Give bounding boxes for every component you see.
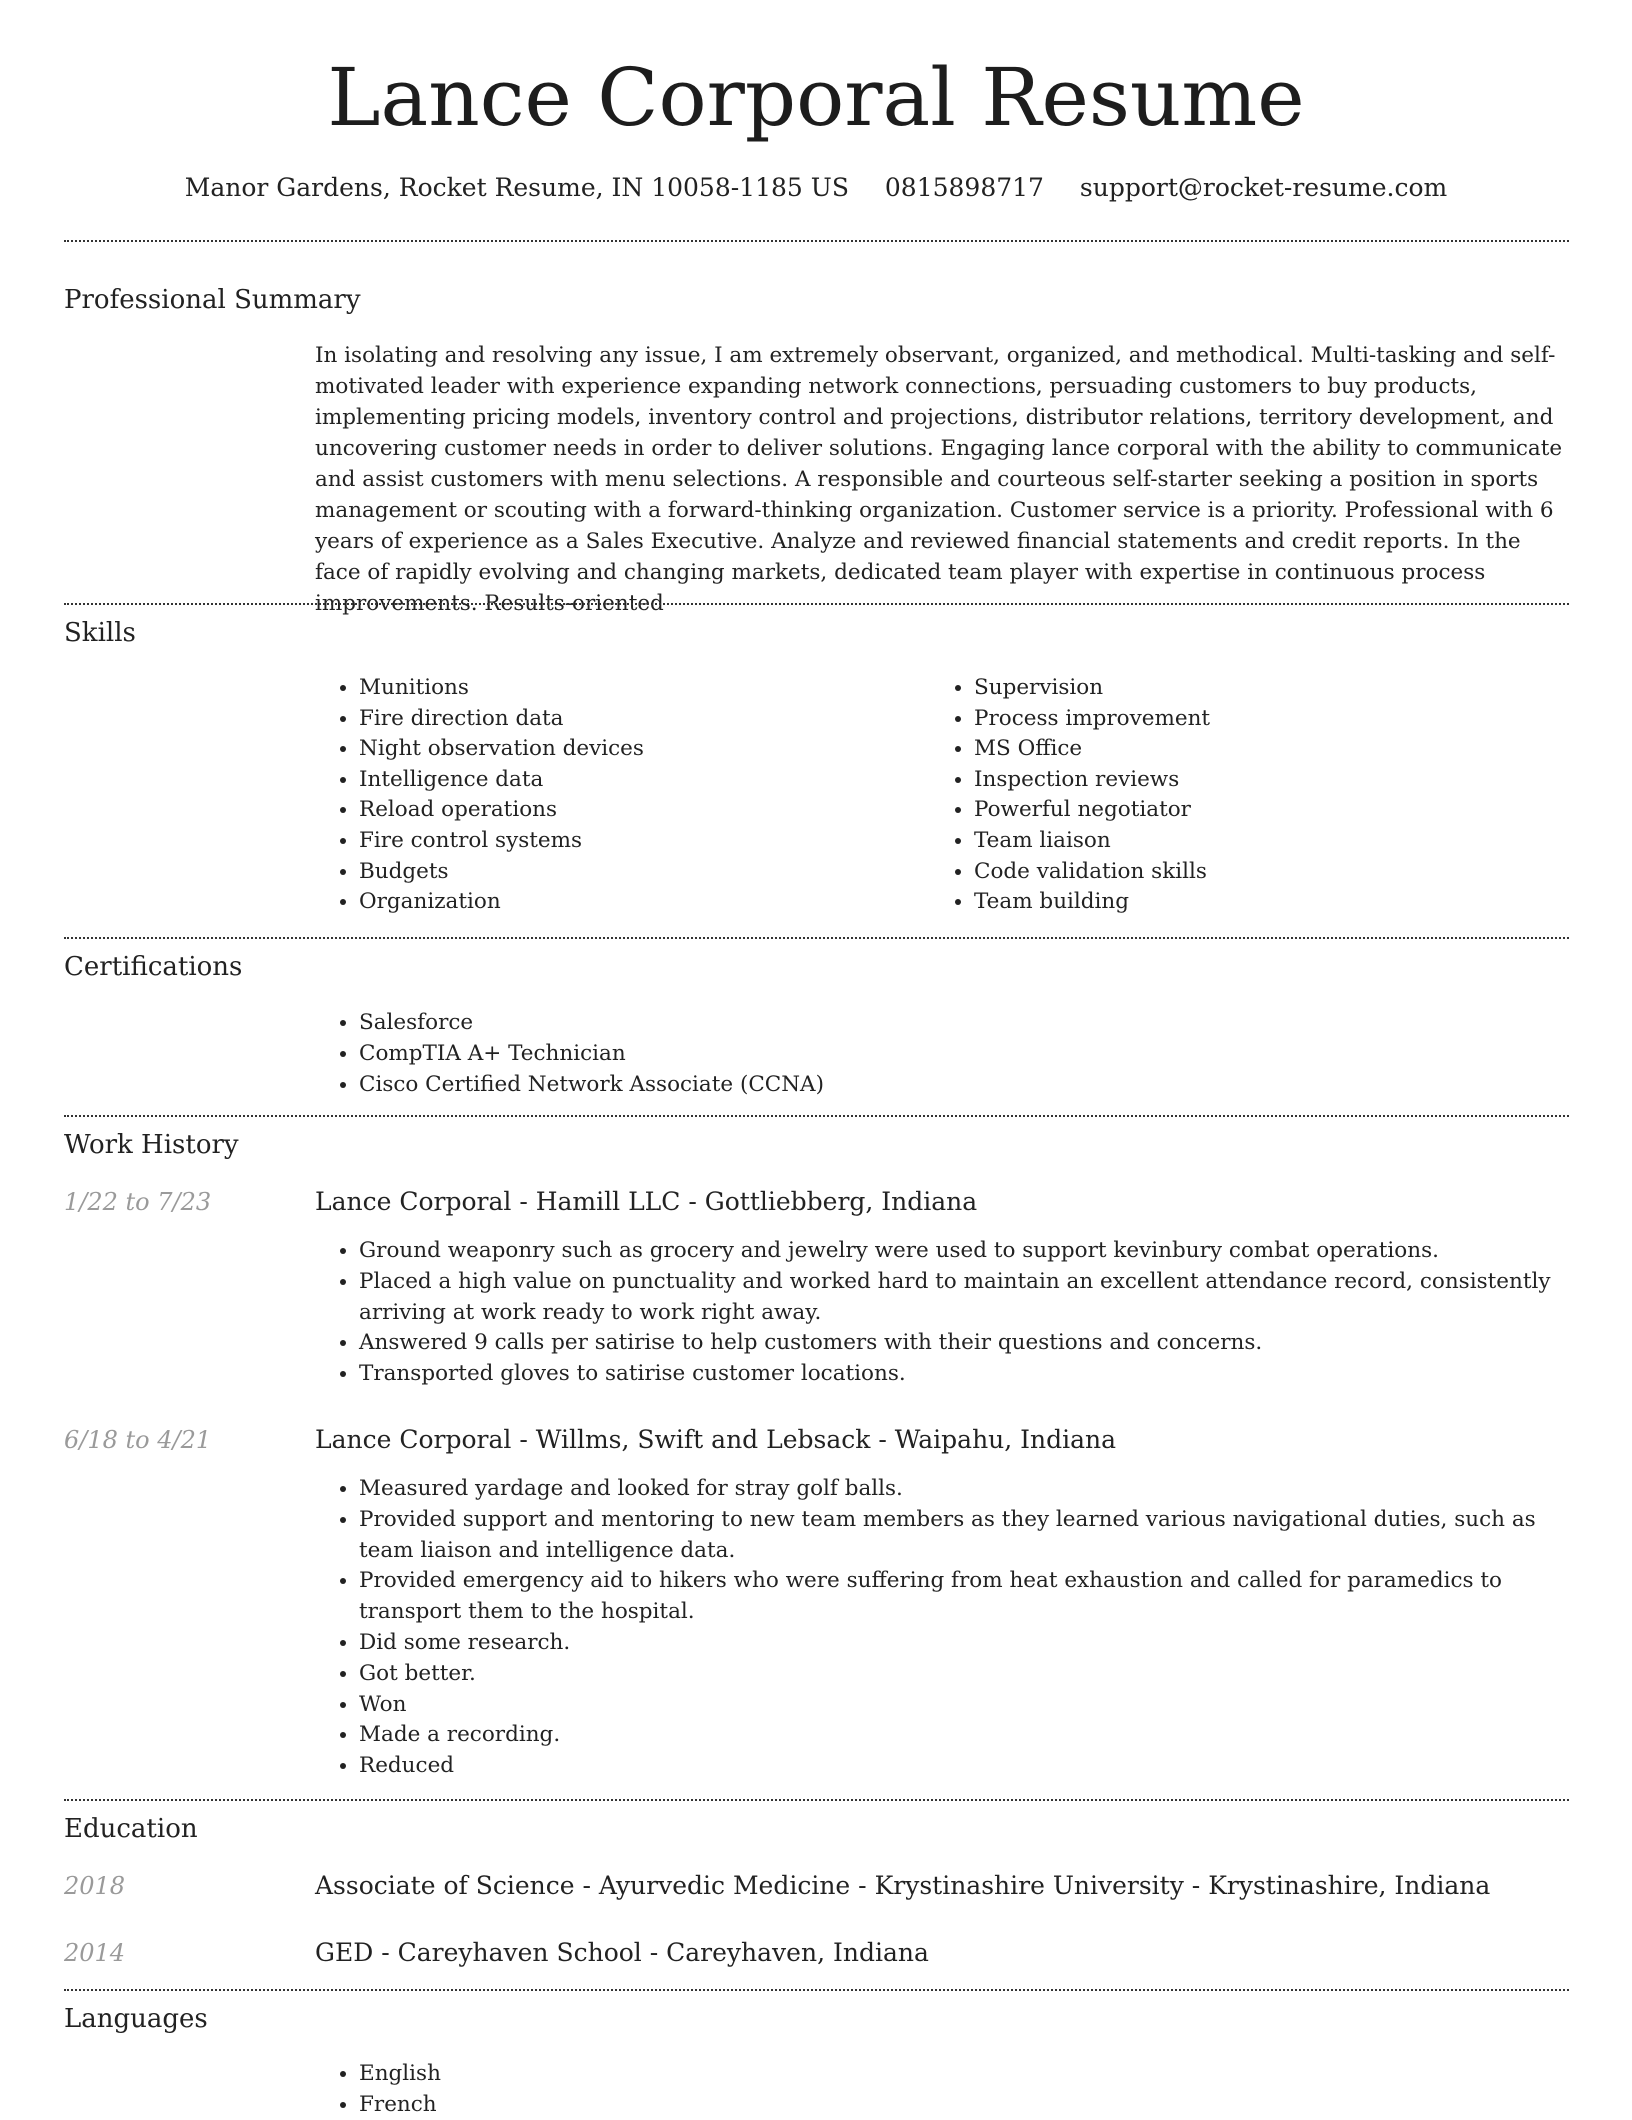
contact-email: support@rocket-resume.com <box>1079 173 1448 202</box>
contact-line <box>0 170 1632 206</box>
job-duty-item: • Ground weaponry such as grocery and jewelry were used to support kevinbury combat operations. <box>359 1236 1565 1267</box>
job-duty-item: • Provided support and mentoring to new team members as they learned various navigational duties, such as team liaison and intelligence data. <box>359 1505 1565 1567</box>
skill-item: • Fire direction data <box>359 704 875 735</box>
skill-item: • Night observation devices <box>359 734 875 765</box>
job-duties <box>315 1474 1565 1782</box>
education-year: 2018 <box>64 1872 126 1900</box>
contact-address: Manor Gardens, Rocket Resume, IN 10058-1185 US <box>184 173 849 202</box>
job-duty-item: • Got better. <box>359 1659 1565 1690</box>
job-duty-item: • Reduced <box>359 1751 1565 1782</box>
certification-item: • Salesforce <box>359 1007 1565 1038</box>
skill-item: • Reload operations <box>359 795 875 826</box>
skill-item: • Fire control systems <box>359 826 875 857</box>
certifications-section <box>315 1007 1565 1100</box>
contact-phone: 0815898717 <box>884 173 1044 202</box>
job-duty-item: • Made a recording. <box>359 1720 1565 1751</box>
languages-section <box>315 2058 1565 2120</box>
divider <box>64 1799 1569 1801</box>
education-degree: GED - Careyhaven School - Careyhaven, Indiana <box>315 1938 929 1967</box>
skill-item: • Powerful negotiator <box>974 795 1490 826</box>
skill-item: • Budgets <box>359 857 875 888</box>
divider <box>64 1115 1569 1117</box>
job-duty-item: • Placed a high value on punctuality and worked hard to maintain an excellent attendance record, consistently arriving at work ready to work right away. <box>359 1267 1565 1329</box>
skill-item: • Organization <box>359 887 875 918</box>
education-year: 2014 <box>64 1939 126 1967</box>
divider <box>64 603 1569 605</box>
certification-item: • CompTIA A+ Technician <box>359 1038 1565 1069</box>
skill-item: • Supervision <box>974 673 1490 704</box>
summary-heading: Professional Summary <box>64 285 361 315</box>
skill-item: • MS Office <box>974 734 1490 765</box>
skill-item: • Process improvement <box>974 704 1490 735</box>
job-title: Lance Corporal - Hamill LLC - Gottliebberg, Indiana <box>315 1187 978 1216</box>
skills-heading: Skills <box>64 618 136 648</box>
languages-heading: Languages <box>64 2004 208 2034</box>
job-title: Lance Corporal - Willms, Swift and Lebsack - Waipahu, Indiana <box>315 1425 1117 1454</box>
resume-name: Lance Corporal Resume <box>327 51 1305 144</box>
skill-item: • Intelligence data <box>359 765 875 796</box>
language-item: • French <box>359 2089 1565 2120</box>
skill-item: • Team building <box>974 887 1490 918</box>
skill-item: • Munitions <box>359 673 875 704</box>
skills-column-right <box>930 673 1490 918</box>
skill-item: • Team liaison <box>974 826 1490 857</box>
job-dates: 6/18 to 4/21 <box>64 1426 212 1454</box>
job-duty-item: • Transported gloves to satirise customer locations. <box>359 1359 1565 1390</box>
job-duty-item: • Measured yardage and looked for stray golf balls. <box>359 1474 1565 1505</box>
summary-text: In isolating and resolving any issue, I am extremely observant, organized, and methodical. Multi-tasking and self-motivated leader with experience expanding network connections, persuading customers to buy products, implementing pricing models, inventory control and projections, distributor relations, territory development, and uncovering customer needs in order to deliver solutions. Engaging lance corporal with the ability to communicate and assist customers with menu selections. A responsible and courteous self-starter seeking a position in sports management or scouting with a forward-thinking organization. Customer service is a priority. Professional with 6 years of experience as a Sales Executive. Analyze and reviewed financial statements and credit reports. In the face of rapidly evolving and changing markets, dedicated team player with expertise in continuous process improvements. Results-oriented <box>315 343 1563 616</box>
job-duty-item: • Won <box>359 1690 1565 1721</box>
skills-column-left <box>315 673 875 918</box>
divider <box>64 937 1569 939</box>
certifications-heading: Certifications <box>64 952 243 982</box>
education-degree: Associate of Science - Ayurvedic Medicine - Krystinashire University - Krystinashire, Indiana <box>315 1871 1491 1900</box>
skill-item: • Code validation skills <box>974 857 1490 888</box>
education-heading: Education <box>64 1814 198 1844</box>
divider <box>64 1989 1569 1991</box>
job-dates: 1/22 to 7/23 <box>64 1188 212 1216</box>
work-history-heading: Work History <box>64 1130 239 1160</box>
summary-section <box>315 340 1565 619</box>
skill-item: • Inspection reviews <box>974 765 1490 796</box>
certification-item: • Cisco Certified Network Associate (CCNA) <box>359 1069 1565 1100</box>
job-duty-item: • Answered 9 calls per satirise to help customers with their questions and concerns. <box>359 1328 1565 1359</box>
language-item: • English <box>359 2058 1565 2089</box>
job-duty-item: • Provided emergency aid to hikers who were suffering from heat exhaustion and called for paramedics to transport them to the hospital. <box>359 1566 1565 1628</box>
job-duty-item: • Did some research. <box>359 1628 1565 1659</box>
divider <box>64 240 1569 242</box>
job-duties <box>315 1236 1565 1390</box>
